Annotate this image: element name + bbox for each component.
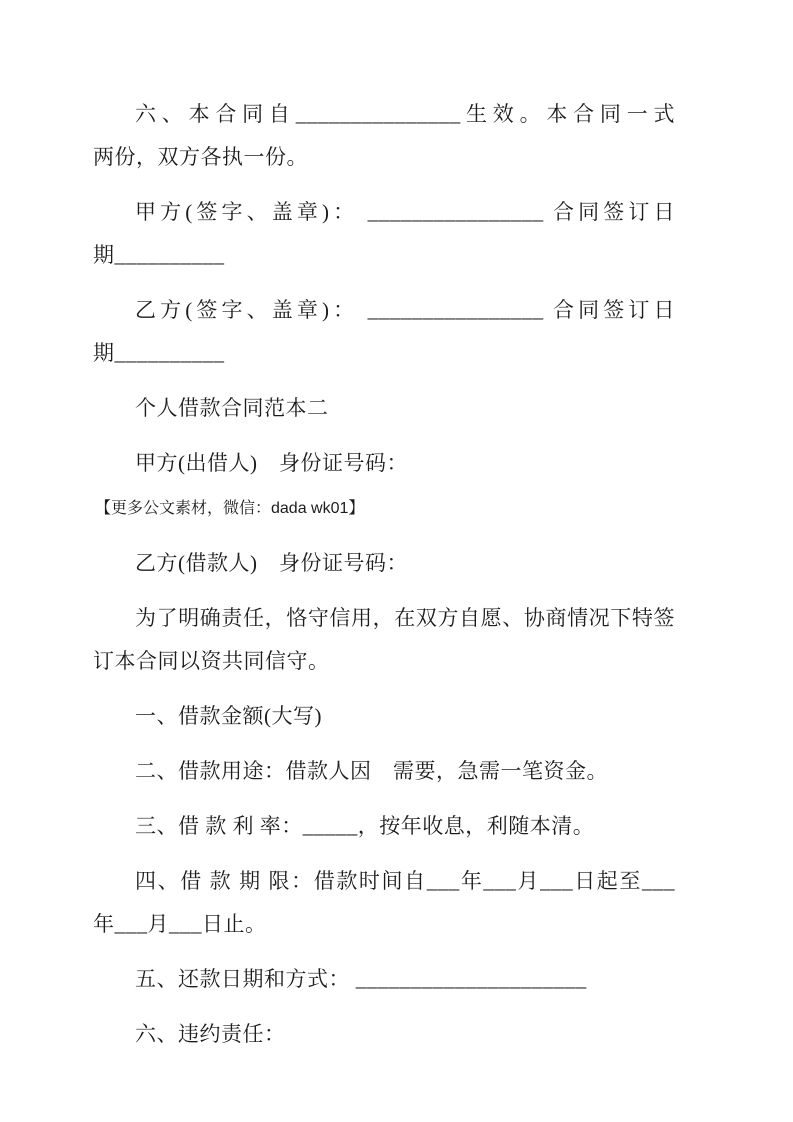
clause-four-term (93, 860, 675, 946)
clause-two-purpose (93, 750, 675, 793)
paragraph-line (93, 750, 675, 793)
line-text: 二、借款用途：借款人因 需要，急需一笔资金。 (135, 759, 608, 783)
party-a-id-line (93, 442, 675, 530)
clause-six-breach (93, 1013, 675, 1056)
line-text: 五、还款日期和方式： _____________________ (135, 967, 587, 991)
line-text: 为了明确责任，恪守信用，在双方自愿、协商情况下特签 (135, 606, 675, 630)
paragraph-line (93, 289, 675, 332)
paragraph-line (93, 332, 675, 375)
party-a-signature (93, 191, 675, 277)
paragraph-line (93, 442, 675, 530)
line-text: 订本合同以资共同信守。 (93, 649, 330, 673)
paragraph-line (93, 597, 675, 640)
paragraph-line (93, 1013, 675, 1056)
paragraph-line (93, 695, 675, 738)
clause-five-repayment (93, 958, 675, 1001)
paragraph-line (93, 234, 675, 277)
paragraph-line (93, 542, 675, 585)
paragraph-line (93, 640, 675, 683)
party-b-signature (93, 289, 675, 375)
clause-six-effective (93, 93, 675, 179)
paragraph-line (93, 860, 675, 903)
line-text: 乙方(签字、盖章)： ________________ 合同签订日 (135, 298, 675, 322)
party-b-id-line (93, 542, 675, 585)
line-text: 两份，双方各执一份。 (93, 145, 308, 169)
paragraph-line (93, 805, 675, 848)
paragraph-line (93, 191, 675, 234)
line-text: 一、借款金额(大写) (135, 704, 322, 728)
paragraph-line (93, 958, 675, 1001)
clause-one-amount (93, 695, 675, 738)
line-text: 甲方(出借人) 身份证号码： (135, 451, 408, 475)
watermark-text: 【更多公文素材，微信：dada wk01】 (103, 500, 365, 517)
clause-three-rate (93, 805, 675, 848)
line-text: 甲方(签字、盖章)： ________________ 合同签订日 (135, 200, 675, 224)
paragraph-line (93, 93, 675, 136)
line-text: 六、本合同自_______________生效。本合同一式 (135, 102, 675, 126)
line-text: 个人借款合同范本二 (135, 396, 329, 420)
line-text: 期__________ (93, 341, 225, 365)
line-text: 四、借 款 期 限：借款时间自___年___月___日起至___ (135, 869, 675, 893)
line-text: 年___月___日止。 (93, 912, 267, 936)
paragraph-line (93, 387, 675, 430)
line-text: 三、借 款 利 率：_____，按年收息，利随本清。 (135, 814, 595, 838)
document-body (93, 93, 675, 1056)
line-text: 期__________ (93, 243, 225, 267)
paragraph-line (93, 903, 675, 946)
section-title (93, 387, 675, 430)
paragraph-line (93, 136, 675, 179)
preamble (93, 597, 675, 683)
line-text: 六、违约责任： (135, 1022, 286, 1046)
line-text: 乙方(借款人) 身份证号码： (135, 551, 408, 575)
